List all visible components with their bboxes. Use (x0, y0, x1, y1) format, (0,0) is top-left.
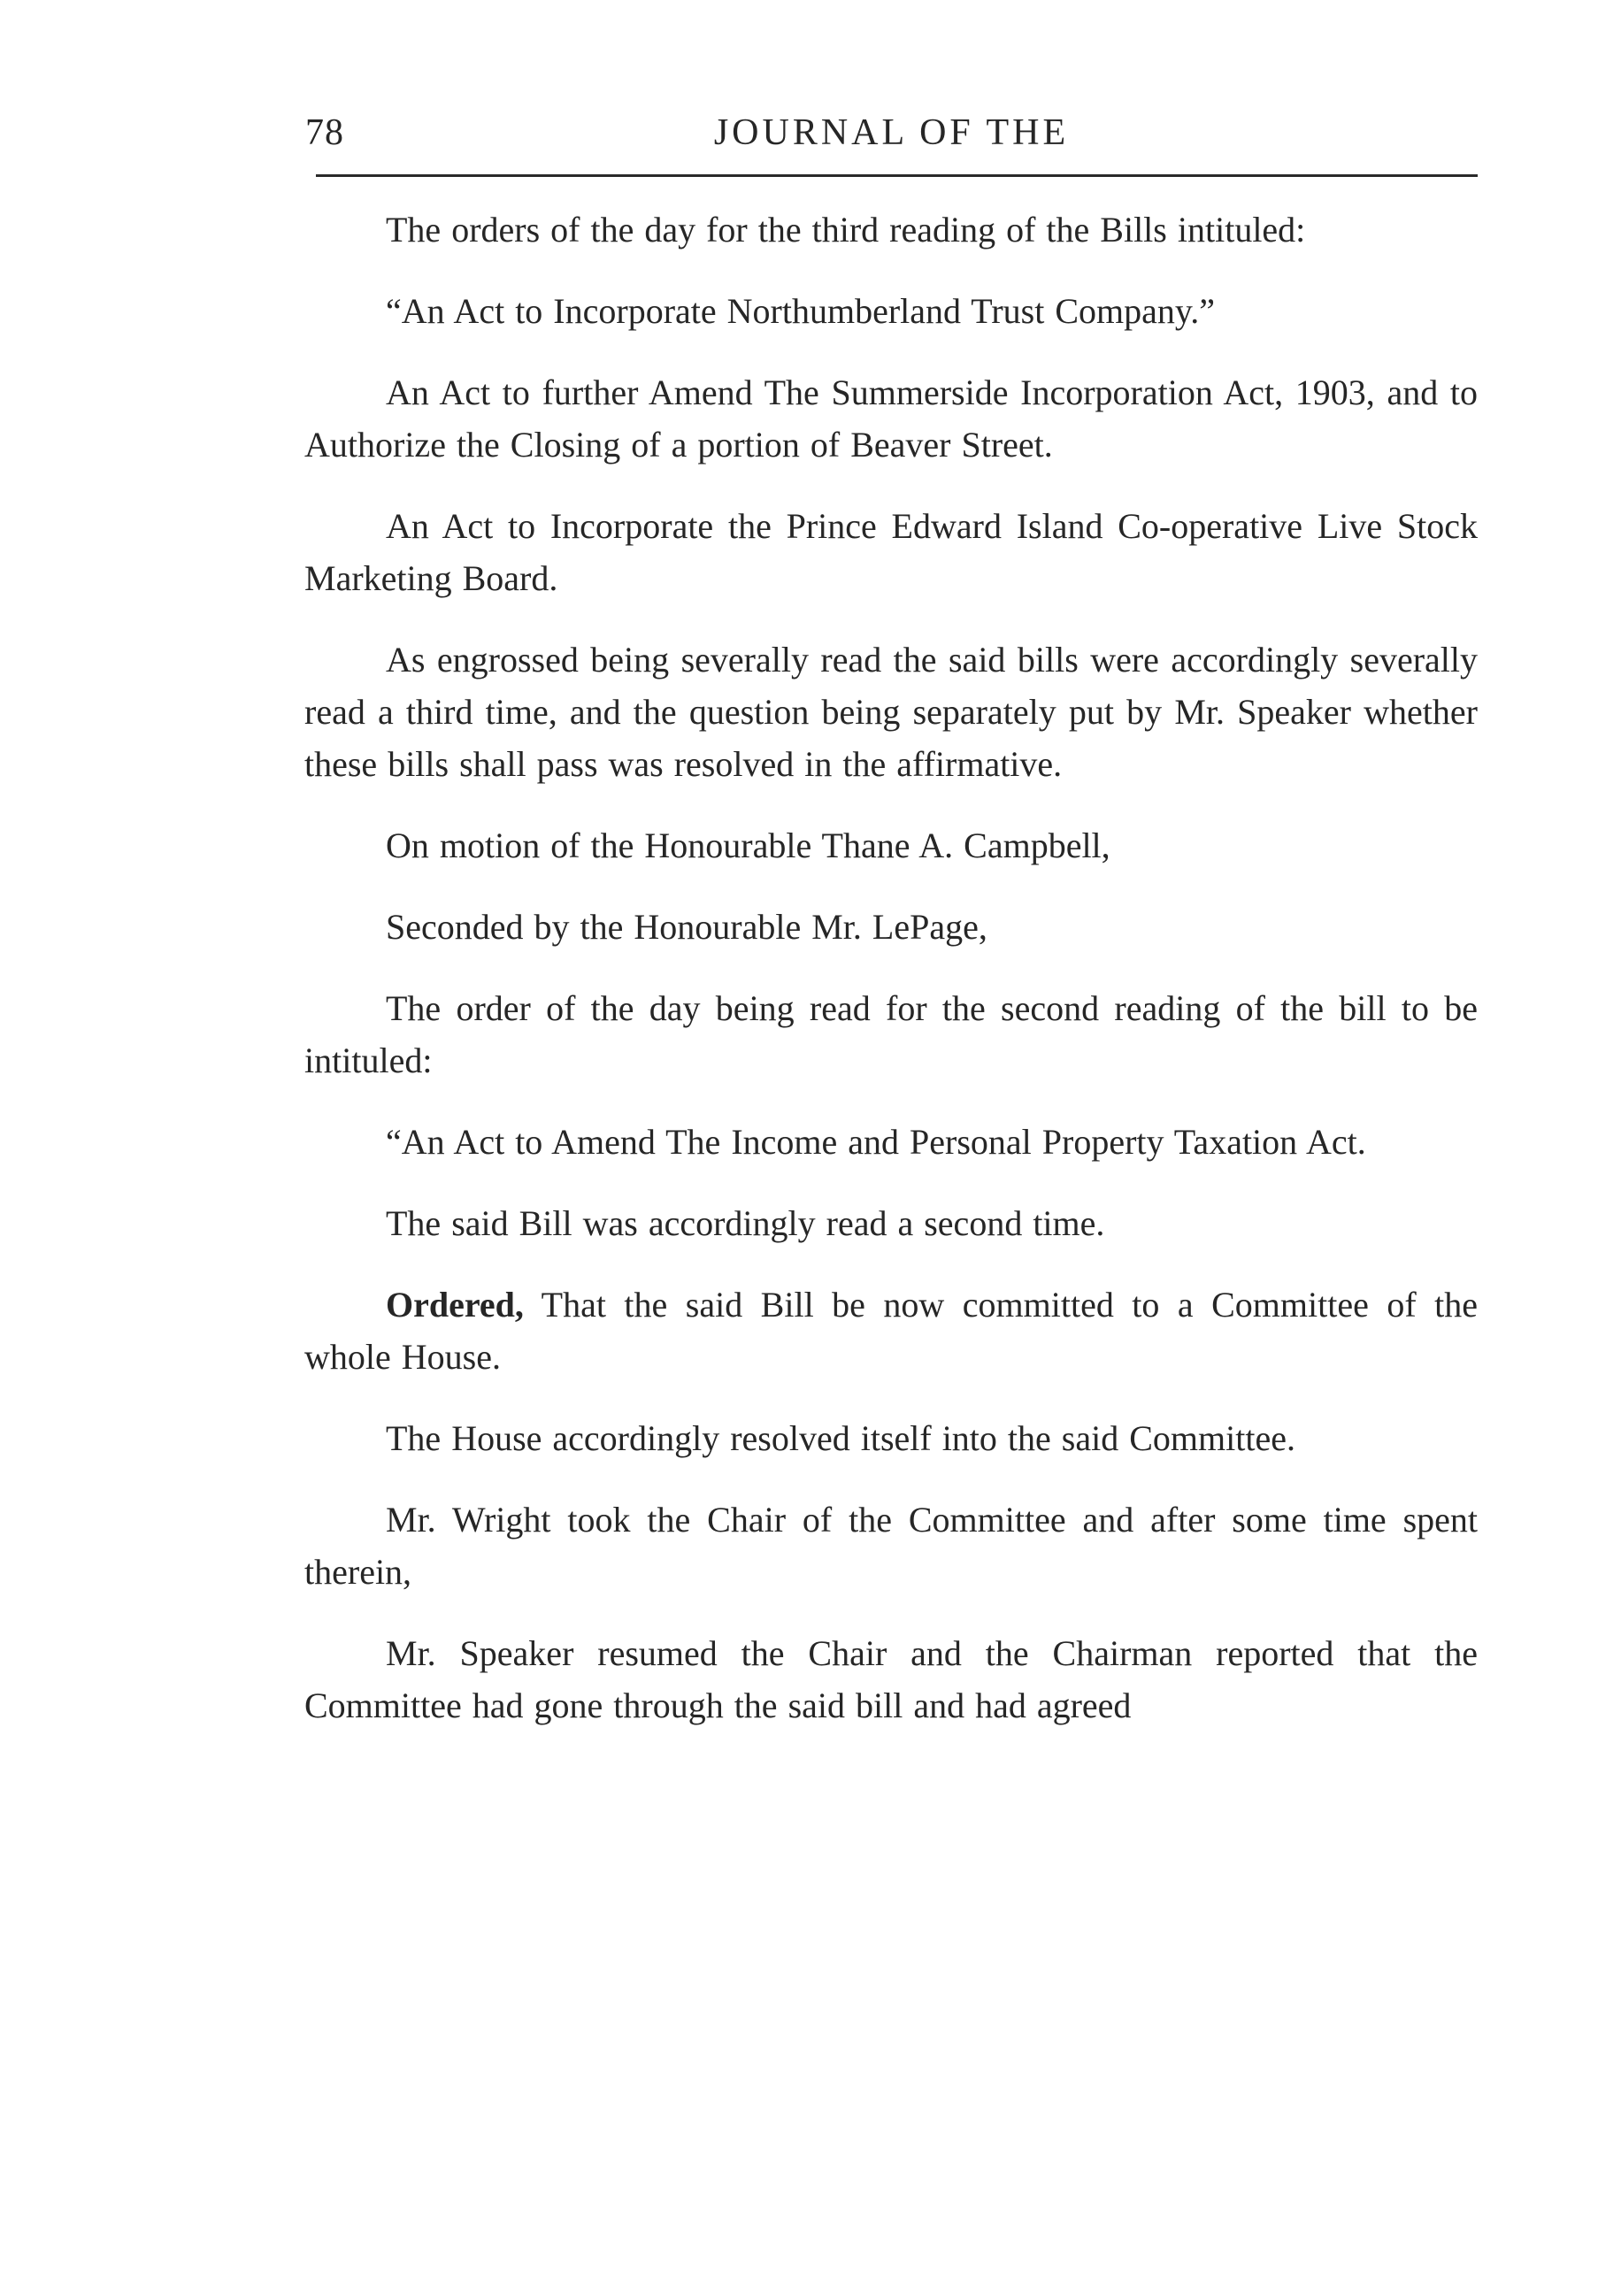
paragraph-chairman-reported: Mr. Speaker resumed the Chair and the Chairman reported that the Committee had gone through the said bill and had agreed (304, 1633, 1478, 1725)
paragraph-northumberland-act: “An Act to Incorporate Northumberland Trust Company.” (386, 291, 1216, 331)
journal-body (304, 203, 1478, 1732)
running-title: JOURNAL OF THE (713, 112, 1070, 153)
paragraph-chair-taken: Mr. Wright took the Chair of the Committee and after some time spent therein, (304, 1500, 1478, 1592)
running-head (305, 108, 1478, 170)
paragraph-livestock-act: An Act to Incorporate the Prince Edward Island Co-operative Live Stock Marketing Board. (304, 506, 1478, 598)
header-rule (316, 174, 1478, 177)
paragraph-summerside-act: An Act to further Amend The Summerside Incorporation Act, 1903, and to Authorize the Closing of a portion of Beaver Street. (304, 372, 1478, 465)
paragraph-motion: On motion of the Honourable Thane A. Campbell, (386, 825, 1110, 865)
paragraph-committee-resolved: The House accordingly resolved itself into the said Committee. (386, 1418, 1295, 1458)
page-number: 78 (305, 112, 344, 153)
paragraph-ordered (304, 1279, 1478, 1383)
paragraph-second-reading-order: The order of the day being read for the second reading of the bill to be intituled: (304, 988, 1478, 1080)
paragraph-income-tax-act: “An Act to Amend The Income and Personal Property Taxation Act. (386, 1122, 1366, 1162)
paragraph-read-second-time: The said Bill was accordingly read a second time. (386, 1203, 1105, 1243)
paragraph-bills-passed: As engrossed being severally read the said bills were accordingly severally read a third time, and the question being separately put by Mr. Speaker whether these bills shall pass was resolved in the affirmative. (304, 640, 1478, 784)
ordered-lead: Ordered, (386, 1285, 524, 1325)
ordered-text: That the said Bill be now committed to a Committee of the whole House. (304, 1285, 1478, 1377)
paragraph-seconded: Seconded by the Honourable Mr. LePage, (386, 907, 987, 947)
paragraph-orders-third-reading: The orders of the day for the third reading of the Bills intituled: (386, 210, 1306, 250)
